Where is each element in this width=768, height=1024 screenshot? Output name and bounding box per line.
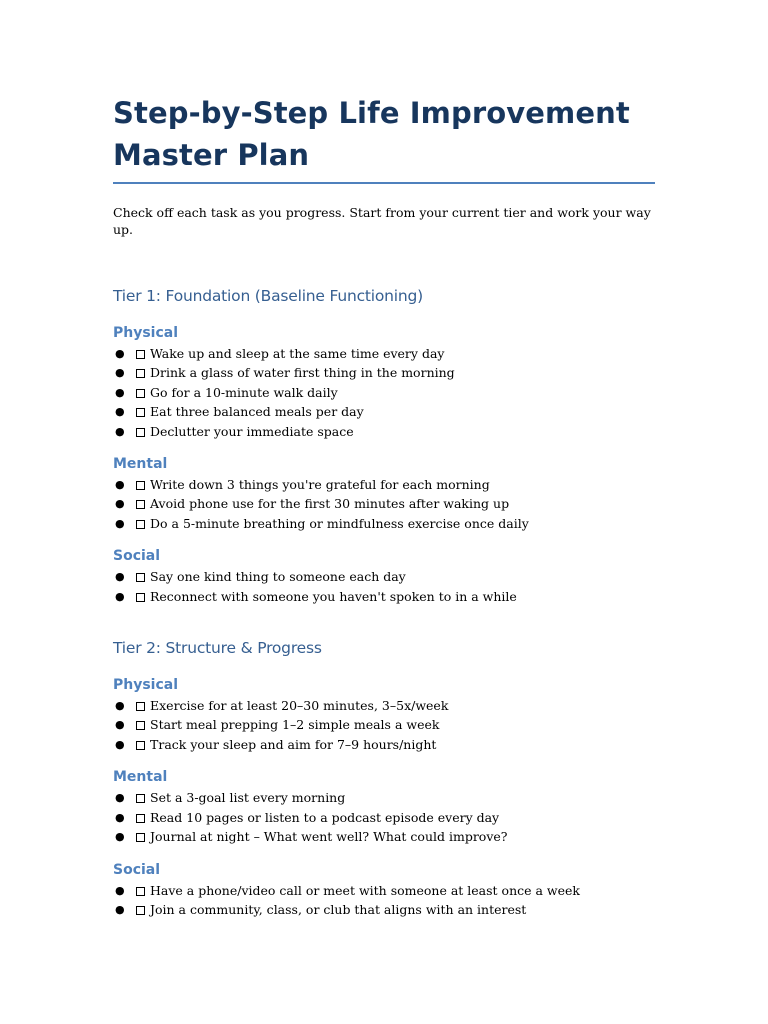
bullet-icon: ● (115, 366, 125, 380)
intro-text: Check off each task as you progress. Start from your current tier and work your way up. (113, 205, 651, 237)
checkbox-icon[interactable] (136, 500, 145, 509)
task-label: Track your sleep and aim for 7–9 hours/night (150, 736, 437, 752)
task-label: Read 10 pages or listen to a podcast episode every day (150, 809, 500, 825)
task-item (113, 788, 655, 807)
category-heading-social: Social (113, 548, 161, 565)
checkbox-icon[interactable] (136, 389, 145, 398)
checkbox-icon[interactable] (136, 369, 145, 378)
task-item (113, 715, 655, 734)
bullet-icon: ● (115, 405, 125, 419)
bullet-icon: ● (115, 516, 125, 530)
category-heading-mental: Mental (113, 456, 168, 473)
bullet-icon: ● (115, 347, 125, 360)
task-item (113, 363, 655, 382)
category-heading-physical: Physical (113, 325, 179, 341)
bullet-icon: ● (115, 902, 125, 916)
document-title: Step-by-Step Life Improvement Master Plan (113, 96, 630, 172)
bullet-icon: ● (115, 497, 125, 511)
bullet-icon: ● (115, 737, 125, 751)
task-item (113, 344, 655, 363)
task-label: Wake up and sleep at the same time every day (150, 346, 445, 361)
task-label: Say one kind thing to someone each day (150, 569, 406, 585)
category-heading-physical: Physical (113, 677, 179, 694)
checkbox-icon[interactable] (136, 721, 145, 730)
checkbox-icon[interactable] (136, 481, 145, 490)
task-label: Join a community, class, or club that aligns with an interest (150, 901, 527, 917)
task-list (113, 344, 655, 441)
category-heading-mental: Mental (113, 769, 168, 786)
task-label: Do a 5-minute breathing or mindfulness exercise once daily (150, 515, 529, 531)
checkbox-icon[interactable] (136, 814, 145, 823)
task-list (113, 567, 655, 606)
category-heading-social: Social (113, 861, 161, 878)
task-label: Have a phone/video call or meet with someone at least once a week (150, 882, 580, 898)
task-label: Avoid phone use for the first 30 minutes after waking up (150, 496, 510, 512)
checkbox-icon[interactable] (136, 350, 145, 359)
checkbox-icon[interactable] (136, 520, 145, 529)
task-label: Set a 3-goal list every morning (150, 790, 346, 806)
task-item (113, 881, 655, 900)
task-label: Journal at night – What went well? What could improve? (150, 829, 508, 845)
checkbox-icon[interactable] (136, 593, 145, 602)
checkbox-icon[interactable] (136, 833, 145, 842)
task-item (113, 808, 655, 827)
task-item (113, 735, 655, 754)
task-label: Eat three balanced meals per day (150, 404, 364, 420)
task-item (113, 900, 655, 919)
task-item (113, 422, 655, 441)
title-underline (113, 182, 655, 184)
task-list (113, 881, 655, 920)
task-item (113, 475, 655, 494)
task-item (113, 827, 655, 846)
task-label: Drink a glass of water first thing in the morning (150, 365, 455, 381)
task-item (113, 567, 655, 586)
task-list (113, 696, 655, 754)
checkbox-icon[interactable] (136, 794, 145, 803)
task-item (113, 402, 655, 421)
tier-heading: Tier 2: Structure & Progress (113, 639, 322, 658)
checkbox-icon[interactable] (136, 408, 145, 417)
bullet-icon: ● (115, 718, 125, 732)
task-item (113, 494, 655, 513)
task-label: Declutter your immediate space (150, 423, 354, 439)
checkbox-icon[interactable] (136, 573, 145, 582)
checkbox-icon[interactable] (136, 428, 145, 437)
checkbox-icon[interactable] (136, 702, 145, 711)
checkbox-icon[interactable] (136, 906, 145, 915)
bullet-icon: ● (115, 830, 125, 844)
task-list (113, 475, 655, 533)
bullet-icon: ● (115, 385, 125, 399)
bullet-icon: ● (115, 699, 125, 713)
task-label: Write down 3 things you're grateful for each morning (150, 477, 490, 493)
bullet-icon: ● (115, 883, 125, 897)
tiers-container (113, 286, 655, 919)
task-label: Start meal prepping 1–2 simple meals a week (150, 717, 440, 733)
bullet-icon: ● (115, 570, 125, 584)
task-label: Exercise for at least 20–30 minutes, 3–5x/week (150, 698, 449, 714)
bullet-icon: ● (115, 589, 125, 603)
task-list (113, 788, 655, 846)
task-label: Reconnect with someone you haven't spoken to in a while (150, 588, 517, 604)
task-item (113, 514, 655, 533)
task-item (113, 587, 655, 606)
bullet-icon: ● (115, 810, 125, 824)
tier-heading: Tier 1: Foundation (Baseline Functioning) (113, 287, 424, 305)
checkbox-icon[interactable] (136, 741, 145, 750)
task-item (113, 383, 655, 402)
bullet-icon: ● (115, 424, 125, 438)
bullet-icon: ● (115, 478, 125, 492)
checkbox-icon[interactable] (136, 887, 145, 896)
bullet-icon: ● (115, 791, 125, 805)
task-label: Go for a 10-minute walk daily (150, 384, 338, 400)
task-item (113, 696, 655, 715)
